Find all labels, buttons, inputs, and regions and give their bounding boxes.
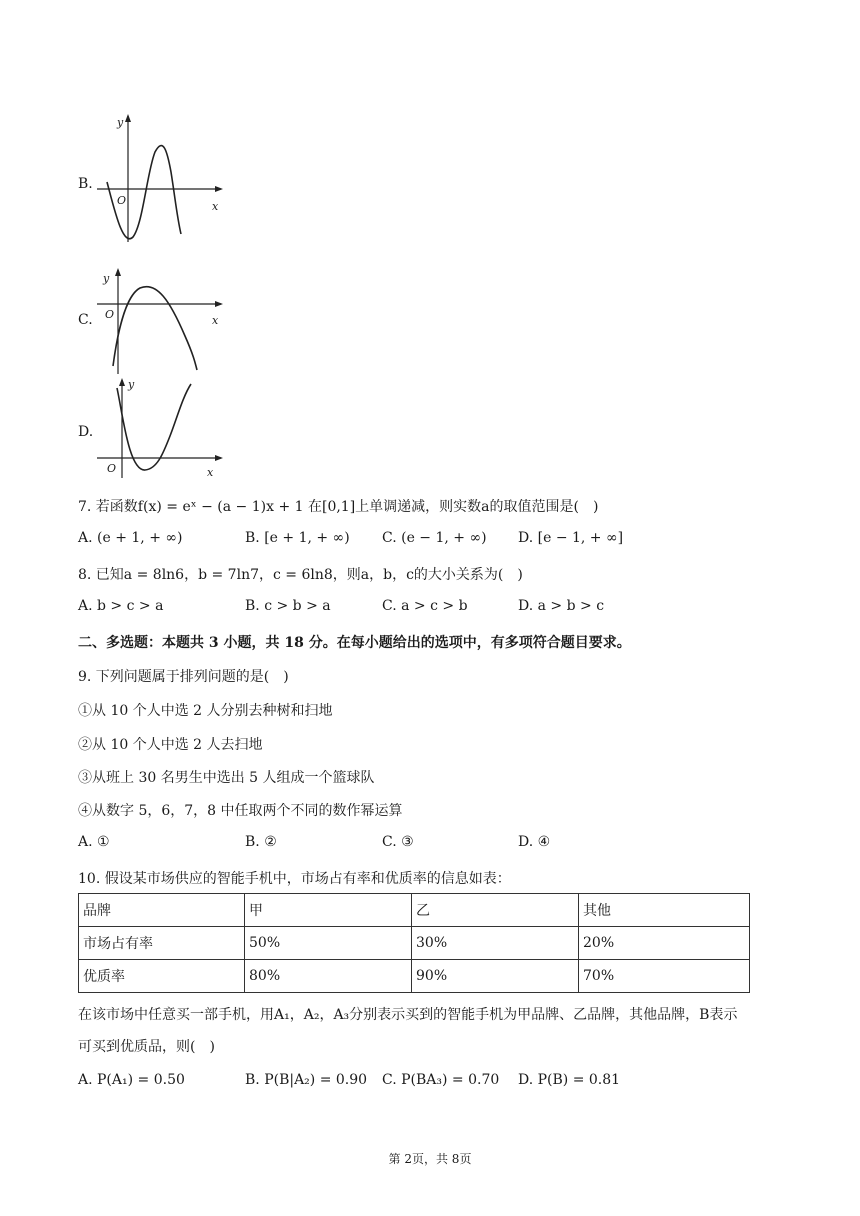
graph-b-y-arrow (125, 114, 131, 122)
graph-b-x-arrow (215, 186, 223, 192)
q10-description-line-2: 可买到优质品，则( ) (78, 1039, 215, 1055)
graph-b (95, 112, 225, 247)
section-heading: 二、多选题：本题共 3 小题，共 18 分。在每小题给出的选项中，有多项符合题目要求。 (78, 635, 631, 651)
table-cell: 甲 (245, 894, 412, 927)
table-cell: 20% (579, 927, 750, 960)
q7-option-a: A. (e + 1, + ∞) (78, 530, 183, 546)
graph-d-y-arrow (119, 378, 125, 386)
table-cell: 90% (412, 960, 579, 993)
q9-item-3: ③从班上 30 名男生中选出 5 人组成一个篮球队 (78, 770, 375, 786)
graph-c-y-arrow (115, 268, 121, 276)
q8-option-a: A. b > c > a (78, 598, 164, 614)
q9-stem: 9. 下列问题属于排列问题的是( ) (78, 669, 289, 685)
graph-b-curve (107, 146, 181, 239)
q7-option-d: D. [e − 1, + ∞] (518, 530, 624, 546)
graph-d-curve (117, 384, 191, 470)
graph-d-y-label: y (128, 378, 135, 391)
option-c-label: C. (78, 312, 93, 328)
table-cell: 优质率 (79, 960, 245, 993)
table-cell: 乙 (412, 894, 579, 927)
q8-option-c: C. a > c > b (382, 598, 468, 614)
q10-option-d: D. P(B) = 0.81 (518, 1072, 621, 1088)
option-d-label: D. (78, 424, 94, 440)
graph-c-y-label: y (103, 272, 110, 285)
page-footer: 第 2页，共 8页 (388, 1152, 472, 1166)
table-cell: 30% (412, 927, 579, 960)
graph-d-x-label: x (207, 466, 214, 479)
graph-c-curve (113, 287, 197, 370)
q8-option-b: B. c > b > a (245, 598, 331, 614)
table-row (79, 960, 750, 993)
q8-stem: 8. 已知a = 8ln6，b = 7ln7，c = 6ln8，则a，b，c的大小关系为( ) (78, 567, 523, 583)
q9-option-a: A. ① (78, 834, 110, 850)
q10-table (78, 893, 750, 993)
graph-c (95, 266, 225, 376)
option-b-label: B. (78, 176, 93, 192)
q10-description-line-1: 在该市场中任意买一部手机，用A₁，A₂，A₃分别表示买到的智能手机为甲品牌、乙品牌，其他品牌，B表示 (78, 1007, 738, 1023)
q7-stem: 7. 若函数f(x) = eˣ − (a − 1)x + 1 在[0,1]上单调递减，则实数a的取值范围是( ) (78, 499, 599, 515)
graph-c-x-label: x (212, 314, 219, 327)
table-cell: 品牌 (79, 894, 245, 927)
q9-option-b: B. ② (245, 834, 277, 850)
table-cell: 其他 (579, 894, 750, 927)
table-cell: 70% (579, 960, 750, 993)
graph-d-origin: O (107, 462, 117, 475)
q7-option-b: B. [e + 1, + ∞) (245, 530, 350, 546)
table-cell: 市场占有率 (79, 927, 245, 960)
graph-d-x-arrow (215, 455, 223, 461)
graph-d (95, 376, 225, 481)
q10-stem: 10. 假设某市场供应的智能手机中，市场占有率和优质率的信息如表： (78, 871, 511, 887)
graph-c-x-arrow (215, 301, 223, 307)
graph-b-x-label: x (212, 200, 219, 213)
table-row (79, 927, 750, 960)
graph-b-y-label: y (117, 116, 124, 129)
q10-option-c: C. P(BA₃) = 0.70 (382, 1072, 500, 1088)
graph-c-origin: O (105, 308, 115, 321)
table-cell: 50% (245, 927, 412, 960)
q10-option-b: B. P(B|A₂) = 0.90 (245, 1072, 368, 1088)
q9-item-4: ④从数字 5，6，7，8 中任取两个不同的数作幂运算 (78, 803, 403, 819)
q9-item-1: ①从 10 个人中选 2 人分别去种树和扫地 (78, 703, 333, 719)
q10-option-a: A. P(A₁) = 0.50 (78, 1072, 185, 1088)
q9-option-c: C. ③ (382, 834, 414, 850)
table-cell: 80% (245, 960, 412, 993)
q9-option-d: D. ④ (518, 834, 551, 850)
table-row (79, 894, 750, 927)
graph-b-origin: O (117, 194, 127, 207)
q7-option-c: C. (e − 1, + ∞) (382, 530, 487, 546)
q8-option-d: D. a > b > c (518, 598, 605, 614)
q9-item-2: ②从 10 个人中选 2 人去扫地 (78, 737, 263, 753)
